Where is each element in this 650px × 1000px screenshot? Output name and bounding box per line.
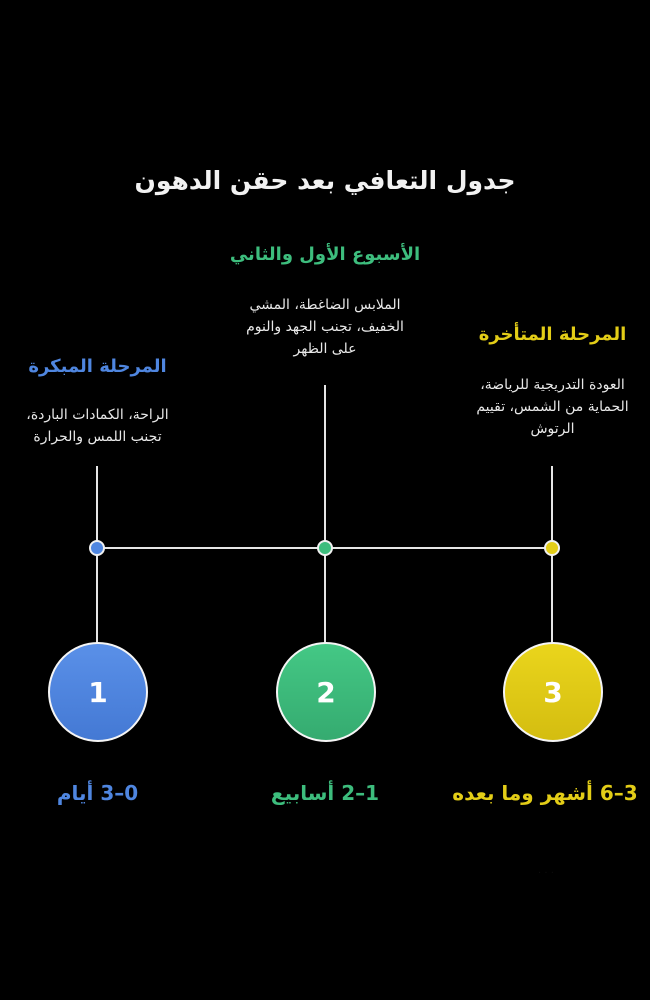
phase-1-description-line: تجنب اللمس والحرارة	[33, 429, 162, 445]
phase-1-title: المرحلة المبكرة	[28, 356, 167, 377]
phase-3-connector-line	[551, 466, 553, 646]
phase-3-description	[455, 374, 650, 440]
phase-2-number-badge	[276, 642, 376, 742]
phase-3-description-line: الحماية من الشمس، تقييم	[476, 399, 629, 415]
phase-1-number-badge	[48, 642, 148, 742]
phase-2-number: 2	[316, 675, 336, 709]
phase-1-timeline-dot	[89, 540, 105, 556]
diagram-title: جدول التعافي بعد حقن الدهون	[134, 166, 516, 195]
phase-1-description	[0, 404, 195, 448]
phase-1-number: 1	[88, 675, 108, 709]
phase-3-duration: 3–6 أشهر وما بعده	[452, 781, 638, 805]
phase-2-description-line: على الظهر	[293, 341, 357, 357]
phase-2-timeline-dot	[317, 540, 333, 556]
phase-1-duration: 0–3 أيام	[56, 781, 139, 805]
phase-2-duration: 1–2 أسابيع	[270, 781, 380, 805]
phase-1-connector-line	[96, 466, 98, 646]
phase-3-title: المرحلة المتأخرة	[478, 324, 627, 345]
phase-2-description-line: الخفيف، تجنب الجهد والنوم	[246, 319, 404, 335]
phase-2-connector-line	[324, 385, 326, 646]
phase-3-description-line: العودة التدريجية للرياضة،	[480, 377, 625, 393]
phase-3-number-badge	[503, 642, 603, 742]
phase-3-timeline-dot	[544, 540, 560, 556]
phase-2-description-line: الملابس الضاغطة، المشي	[249, 297, 401, 313]
phase-3-number: 3	[543, 675, 563, 709]
phase-3-description-line: الرتوش	[530, 421, 575, 437]
phase-2-title: الأسبوع الأول والثاني	[229, 244, 421, 265]
phase-2-description	[205, 294, 445, 360]
watermark: · · ·	[538, 868, 554, 879]
phase-1-description-line: الراحة، الكمادات الباردة،	[26, 407, 169, 423]
